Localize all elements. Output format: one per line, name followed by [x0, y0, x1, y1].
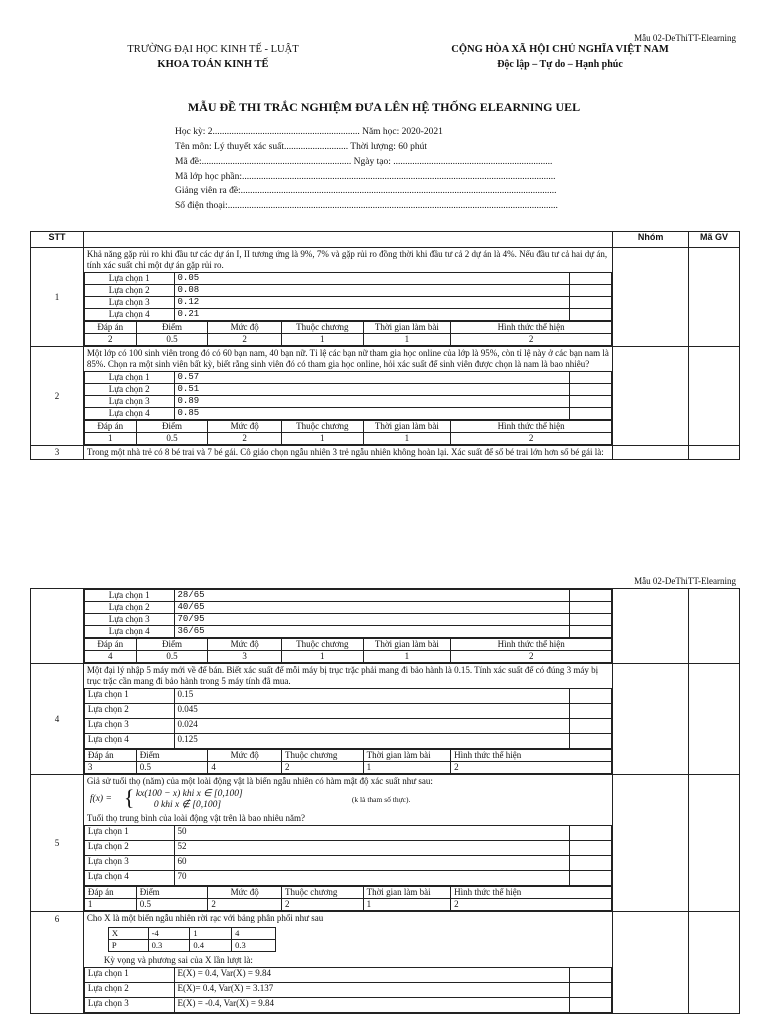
- choice-value: 60: [174, 856, 570, 871]
- formula-note: (k là tham số thực).: [351, 795, 411, 804]
- choice-value: 70: [174, 871, 570, 886]
- col-stt: STT: [31, 232, 84, 248]
- choice-label: Lựa chọn 4: [84, 871, 174, 886]
- choice-label: Lựa chọn 1: [84, 826, 174, 841]
- meta-time: 1: [363, 433, 451, 445]
- meta-label-format: Hình thức thể hiện: [451, 421, 612, 433]
- choice-value: 0.89: [174, 396, 570, 408]
- choice-value: 0.51: [174, 384, 570, 396]
- choice-value: 0.57: [174, 372, 570, 384]
- meta-label-chapter: Thuộc chương: [281, 639, 363, 651]
- meta-label-time: Thời gian làm bài: [363, 750, 451, 762]
- meta-table: [84, 420, 612, 445]
- formula-fx: f(x) =: [89, 794, 112, 804]
- choice-value: 28/65: [174, 590, 570, 602]
- meta-time: 1: [363, 899, 451, 911]
- info-exam-code: Mã đề:............................................................... Ngày tạo: ...................................................................: [175, 157, 553, 167]
- choice-value: 0.85: [174, 408, 570, 420]
- meta-score: 0.5: [136, 762, 208, 774]
- choice-label: Lựa chọn 2: [84, 602, 174, 614]
- meta-level: 2: [208, 334, 282, 346]
- question-number: 3: [31, 446, 84, 460]
- meta-chapter: 2: [281, 899, 363, 911]
- question-number: 6: [31, 912, 84, 1014]
- question-text-2: Kỳ vọng và phương sai của X lần lượt là:: [103, 955, 253, 965]
- meta-answer: 1: [84, 899, 136, 911]
- meta-level: 2: [208, 433, 282, 445]
- meta-label-score: Điểm: [136, 750, 208, 762]
- meta-label-format: Hình thức thể hiện: [451, 887, 612, 899]
- question-text: Một đại lý nhập 5 máy mới về để bán. Biết xác suất để mỗi máy bị trục trặc phải mang đi bảo hành là 0.15. Tính xác suất để có đúng 3 máy bị trục trặc cần mang đi bảo hành trong 5 máy tính đã mua.: [86, 665, 599, 686]
- info-class-code: Mã lớp học phần:....................................................................................................................................: [175, 172, 556, 182]
- meta-label-time: Thời gian làm bài: [363, 421, 451, 433]
- meta-label-level: Mức độ: [208, 887, 282, 899]
- meta-label-answer: Đáp án: [84, 421, 136, 433]
- meta-chapter: 1: [281, 334, 363, 346]
- choice-label: Lựa chọn 2: [84, 285, 174, 297]
- choice-value: 52: [174, 841, 570, 856]
- dist-p-value: 0.4: [190, 940, 232, 952]
- question-text: Một lớp có 100 sinh viên trong đó có 60 bạn nam, 40 bạn nữ. Tỉ lệ các bạn nữ tham gia học online của lớp là 95%, còn tỉ lệ này ở các bạn nam là 85%. Chọn ra một sinh viên bất kỳ, biết rằng sinh viên đó có tham gia học online, hỏi xác suất để sinh viên được chọn là nam là bao nhiêu?: [86, 348, 609, 369]
- meta-chapter: 2: [281, 762, 363, 774]
- question-row: [31, 446, 740, 460]
- choice-label: Lựa chọn 1: [84, 689, 174, 704]
- choice-label: Lựa chọn 4: [84, 626, 174, 638]
- choice-label: Lựa chọn 2: [84, 841, 174, 856]
- choice-label: Lựa chọn 1: [84, 372, 174, 384]
- form-code-page2: Mẫu 02-DeThiTT-Elearning: [634, 576, 736, 586]
- choices-table: [84, 589, 612, 638]
- choice-value: E(X) = -0.4, Var(X) = 9.84: [174, 998, 570, 1013]
- choices-table: [84, 825, 612, 886]
- question-row: [31, 912, 740, 1014]
- question-row: [31, 664, 740, 775]
- meta-label-level: Mức độ: [208, 322, 282, 334]
- choice-value: 0.045: [174, 704, 570, 719]
- choices-table: [84, 371, 612, 420]
- meta-label-level: Mức độ: [208, 639, 282, 651]
- dist-x-label: X: [108, 928, 148, 940]
- meta-score: 0.5: [136, 899, 208, 911]
- document-title: MẪU ĐỀ THI TRẮC NGHIỆM ĐƯA LÊN HỆ THỐNG ELEARNING UEL: [187, 100, 581, 114]
- faculty-name: KHOA TOÁN KINH TẾ: [157, 59, 269, 70]
- question-number: 4: [31, 664, 84, 775]
- choice-label: Lựa chọn 3: [84, 998, 174, 1013]
- dist-p-value: 0.3: [148, 940, 190, 952]
- dist-x-value: 1: [190, 928, 232, 940]
- meta-level: 3: [208, 651, 282, 663]
- university-name: TRƯỜNG ĐẠI HỌC KINH TẾ - LUẬT: [127, 44, 299, 55]
- meta-format: 2: [451, 433, 612, 445]
- meta-label-format: Hình thức thể hiện: [451, 322, 612, 334]
- motto: Độc lập – Tự do – Hạnh phúc: [497, 59, 623, 70]
- choice-label: Lựa chọn 2: [84, 983, 174, 998]
- meta-label-level: Mức độ: [208, 421, 282, 433]
- meta-score: 0.5: [136, 433, 208, 445]
- choice-label: Lựa chọn 3: [84, 856, 174, 871]
- exam-table-page2: [30, 588, 740, 1014]
- meta-label-time: Thời gian làm bài: [363, 639, 451, 651]
- meta-format: 2: [451, 334, 612, 346]
- meta-label-chapter: Thuộc chương: [281, 887, 363, 899]
- meta-label-score: Điểm: [136, 887, 208, 899]
- meta-label-time: Thời gian làm bài: [363, 322, 451, 334]
- exam-table-page1: [30, 231, 740, 460]
- info-phone: Số điện thoại:...........................................................................................................................................: [175, 201, 558, 211]
- meta-label-answer: Đáp án: [84, 639, 136, 651]
- choice-value: E(X)= 0.4, Var(X) = 3.137: [174, 983, 570, 998]
- choice-value: 0.05: [174, 273, 570, 285]
- dist-x-value: 4: [232, 928, 276, 940]
- question-number: 1: [31, 248, 84, 347]
- dist-x-value: -4: [148, 928, 190, 940]
- question-text: Trong một nhà trẻ có 8 bé trai và 7 bé gái. Cô giáo chọn ngẫu nhiên 3 trẻ ngẫu nhiên không hoàn lại. Xác suất để số bé trai lớn hơn số bé gái là:: [83, 446, 612, 460]
- choice-label: Lựa chọn 2: [84, 704, 174, 719]
- meta-label-answer: Đáp án: [84, 322, 136, 334]
- choice-value: 36/65: [174, 626, 570, 638]
- meta-chapter: 1: [281, 651, 363, 663]
- col-group: Nhóm: [613, 232, 689, 248]
- question-row: [31, 248, 740, 347]
- question-number: 2: [31, 347, 84, 446]
- meta-format: 2: [451, 762, 612, 774]
- meta-label-score: Điểm: [136, 421, 208, 433]
- meta-label-chapter: Thuộc chương: [281, 421, 363, 433]
- meta-label-level: Mức độ: [208, 750, 282, 762]
- meta-time: 1: [363, 334, 451, 346]
- meta-time: 1: [363, 762, 451, 774]
- info-lecturer: Giảng viên ra đề:.....................................................................................................................................: [175, 186, 557, 196]
- choice-value: 0.125: [174, 734, 570, 749]
- question-text: Khả năng gặp rủi ro khi đầu tư các dự án I, II tương ứng là 9%, 7% và gặp rủi ro đồng thời khi đầu tư cả 2 dự án là 4%. Nếu đầu tư cả hai dự án, tính xác suất chỉ một dự án gặp rủi ro.: [86, 249, 608, 270]
- meta-label-format: Hình thức thể hiện: [451, 750, 612, 762]
- formula-case2: 0 khi x ∉ [0,100]: [153, 800, 222, 810]
- choice-value: 40/65: [174, 602, 570, 614]
- info-subject: Tên môn: Lý thuyết xác suất........................... Thời lượng: 60 phút: [175, 142, 427, 152]
- meta-answer: 1: [84, 433, 136, 445]
- meta-table: [84, 749, 612, 774]
- form-code: Mẫu 02-DeThiTT-Elearning: [634, 33, 736, 43]
- question-text: Giả sử tuổi thọ (năm) của một loài động vật là biến ngẫu nhiên có hàm mật độ xác suất như sau:: [86, 776, 433, 786]
- meta-label-chapter: Thuộc chương: [281, 322, 363, 334]
- dist-p-label: P: [108, 940, 148, 952]
- choice-label: Lựa chọn 4: [84, 309, 174, 321]
- choice-label: Lựa chọn 4: [84, 408, 174, 420]
- info-semester: Học kỳ: 2.............................................................. Năm học: 2020-2021: [175, 127, 443, 137]
- choice-label: Lựa chọn 3: [84, 719, 174, 734]
- col-content: [83, 232, 612, 248]
- choice-label: Lựa chọn 1: [84, 968, 174, 983]
- meta-score: 0.5: [136, 651, 208, 663]
- meta-answer: 2: [84, 334, 136, 346]
- meta-score: 0.5: [136, 334, 208, 346]
- col-lecturer-code: Mã GV: [689, 232, 740, 248]
- question-text-2: Tuổi thọ trung bình của loài động vật trên là bao nhiêu năm?: [86, 813, 306, 823]
- meta-format: 2: [451, 899, 612, 911]
- distribution-table: [108, 927, 276, 952]
- meta-table: [84, 638, 612, 663]
- choice-label: Lựa chọn 3: [84, 396, 174, 408]
- meta-table: [84, 886, 612, 911]
- question-text: Cho X là một biến ngẫu nhiên rời rạc với bảng phân phối như sau: [86, 913, 324, 923]
- choice-value: 50: [174, 826, 570, 841]
- meta-label-format: Hình thức thể hiện: [451, 639, 612, 651]
- dist-p-value: 0.3: [232, 940, 276, 952]
- meta-label-answer: Đáp án: [84, 887, 136, 899]
- choice-label: Lựa chọn 3: [84, 614, 174, 626]
- meta-table: [84, 321, 612, 346]
- choice-label: Lựa chọn 1: [84, 273, 174, 285]
- question-row: [31, 775, 740, 912]
- meta-answer: 4: [84, 651, 136, 663]
- choices-table: [84, 272, 612, 321]
- choice-value: 0.024: [174, 719, 570, 734]
- meta-format: 2: [451, 651, 612, 663]
- meta-level: 2: [208, 899, 282, 911]
- density-formula: [84, 785, 612, 812]
- choice-value: 0.12: [174, 297, 570, 309]
- choices-table: [84, 967, 612, 1013]
- choice-label: Lựa chọn 3: [84, 297, 174, 309]
- choice-value: 0.15: [174, 689, 570, 704]
- choice-value: 0.08: [174, 285, 570, 297]
- meta-chapter: 1: [281, 433, 363, 445]
- meta-label-score: Điểm: [136, 322, 208, 334]
- meta-label-chapter: Thuộc chương: [281, 750, 363, 762]
- meta-level: 4: [208, 762, 282, 774]
- choice-value: 70/95: [174, 614, 570, 626]
- brace-icon: {: [123, 785, 135, 810]
- question-row: [31, 347, 740, 446]
- meta-label-score: Điểm: [136, 639, 208, 651]
- country-name: CỘNG HÒA XÃ HỘI CHỦ NGHĨA VIỆT NAM: [451, 44, 669, 55]
- meta-label-answer: Đáp án: [84, 750, 136, 762]
- question-number: 5: [31, 775, 84, 912]
- choice-value: 0.21: [174, 309, 570, 321]
- choice-value: E(X) = 0.4, Var(X) = 9.84: [174, 968, 570, 983]
- meta-label-time: Thời gian làm bài: [363, 887, 451, 899]
- choice-label: Lựa chọn 1: [84, 590, 174, 602]
- question-row: [31, 589, 740, 664]
- formula-case1: kx(100 − x) khi x ∈ [0,100]: [135, 789, 243, 799]
- choice-label: Lựa chọn 2: [84, 384, 174, 396]
- choices-table: [84, 688, 612, 749]
- meta-time: 1: [363, 651, 451, 663]
- meta-answer: 3: [84, 762, 136, 774]
- choice-label: Lựa chọn 4: [84, 734, 174, 749]
